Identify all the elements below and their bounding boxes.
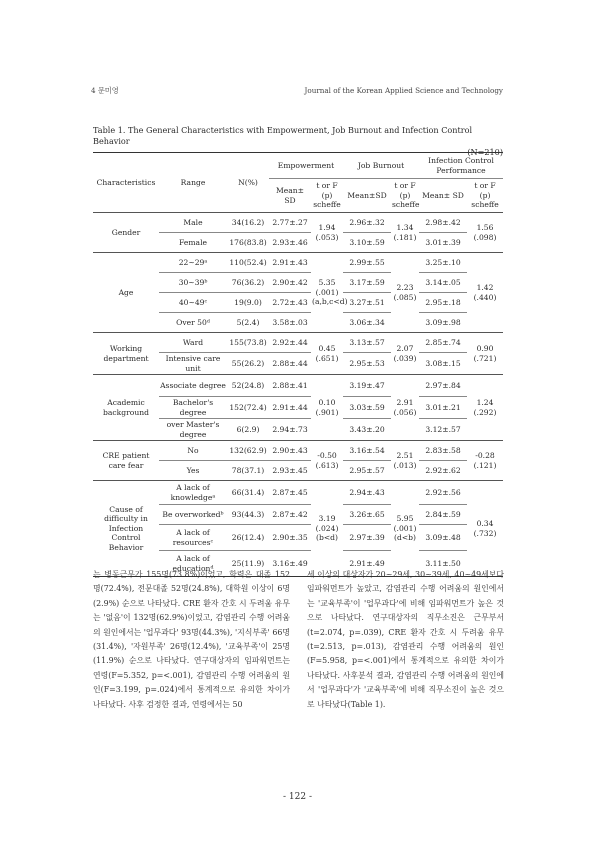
body-text-left: 는 병동근무가 155명(73.8%)이었고, 학력은 대졸 152명(72.4%), 전문대졸 52명(24.8%), 대학원 이상이 6명(2.9%) 순으로 나타났다. CRE 환자 간호 시 두려움 유무는 '없음'이 132명(62.9%)이었고, 감염관리 수행 어려움의 원인에서는 '업무과다' 93명(44.3%), '지식부족' 66명(31.4%), '자원부족' 26명(12.4%), '교육부족'이 25명(11.9%) 순으로 나타났다. 연구대상자의 임파워먼트는 연령(F=5.352, p=<.001), 감염관리 수행 어려움의 원인(F=3.199, p=.024)에서 통계적으로 유의한 차이가 나타났다. 사후 검정한 결과, 연령에서는 50 (93, 570, 290, 709)
n-cell: 19(9.0) (227, 293, 269, 313)
infection-control-mean-cell: 2.98±.42 (419, 213, 467, 233)
empowerment-stat-cell: 0.45 (.651) (311, 333, 343, 375)
n-cell: 155(73.8) (227, 333, 269, 353)
infection-control-mean-cell: 3.01±.39 (419, 233, 467, 253)
infection-control-mean-cell: 2.92±.62 (419, 461, 467, 481)
range-cell: 22~29ᵃ (159, 253, 227, 273)
job-burnout-mean-cell: 3.43±.20 (343, 419, 391, 441)
job-burnout-mean-cell: 2.91±.49 (343, 551, 391, 577)
empowerment-mean-cell: 3.16±.49 (269, 551, 311, 577)
empowerment-mean-cell: 2.92±.44 (269, 333, 311, 353)
group-name-cell: Age (93, 253, 159, 333)
n-cell: 78(37.1) (227, 461, 269, 481)
range-cell: over Master's degree (159, 419, 227, 441)
n-cell: 26(12.4) (227, 525, 269, 551)
n-cell: 76(36.2) (227, 273, 269, 293)
range-cell: Yes (159, 461, 227, 481)
empowerment-stat-cell: 0.10 (.901) (311, 375, 343, 441)
job-burnout-mean-cell: 2.99±.55 (343, 253, 391, 273)
range-cell: Bachelor's degree (159, 397, 227, 419)
infection-control-mean-cell: 3.25±.10 (419, 253, 467, 273)
table-title: Table 1. The General Characteristics with Empowerment, Job Burnout and Infection Control Behavior (93, 125, 473, 146)
n-cell: 55(26.2) (227, 353, 269, 375)
job-burnout-stat-cell: 2.07 (.039) (391, 333, 419, 375)
infection-control-mean-cell: 3.08±.15 (419, 353, 467, 375)
n-cell: 5(2.4) (227, 313, 269, 333)
infection-control-stat-cell: -0.28 (.121) (467, 441, 503, 481)
job-burnout-mean-cell: 2.94±.43 (343, 481, 391, 505)
table-row (93, 441, 503, 461)
table-row (93, 253, 503, 273)
header-empowerment: Empowerment (269, 153, 343, 179)
job-burnout-stat-cell: 1.34 (.181) (391, 213, 419, 253)
n-cell: 132(62.9) (227, 441, 269, 461)
n-cell: 176(83.8) (227, 233, 269, 253)
job-burnout-mean-cell: 3.10±.59 (343, 233, 391, 253)
empowerment-mean-cell: 2.87±.45 (269, 481, 311, 505)
job-burnout-stat-cell: 2.91 (.056) (391, 375, 419, 441)
empowerment-mean-cell: 2.90±.43 (269, 441, 311, 461)
header-job-burnout: Job Burnout (343, 153, 419, 179)
empowerment-mean-cell: 2.88±.44 (269, 353, 311, 375)
group-name-cell: Academic background (93, 375, 159, 441)
job-burnout-mean-cell: 2.96±.32 (343, 213, 391, 233)
empowerment-mean-cell: 2.93±.45 (269, 461, 311, 481)
empowerment-stat-cell: 5.35 (.001) (a,b,c<d) (311, 253, 343, 333)
infection-control-mean-cell: 2.84±.59 (419, 505, 467, 525)
job-burnout-stat-cell: 5.95 (.001) (d<b) (391, 481, 419, 577)
job-burnout-mean-cell: 3.19±.47 (343, 375, 391, 397)
range-cell: Be overworkedᵇ (159, 505, 227, 525)
empowerment-mean-cell: 2.88±.41 (269, 375, 311, 397)
infection-control-mean-cell: 2.92±.56 (419, 481, 467, 505)
infection-control-stat-cell: 1.56 (.098) (467, 213, 503, 253)
empowerment-mean-cell: 2.90±.42 (269, 273, 311, 293)
page-number: - 122 - (283, 792, 312, 802)
job-burnout-mean-cell: 3.27±.51 (343, 293, 391, 313)
infection-control-mean-cell: 2.97±.84 (419, 375, 467, 397)
range-cell: Over 50ᵈ (159, 313, 227, 333)
job-burnout-mean-cell: 3.13±.57 (343, 333, 391, 353)
range-cell: Male (159, 213, 227, 233)
infection-control-stat-cell: 0.90 (.721) (467, 333, 503, 375)
characteristics-table (93, 152, 503, 577)
header-n: N(%) (227, 153, 269, 213)
empowerment-mean-cell: 2.77±.27 (269, 213, 311, 233)
n-cell: 34(16.2) (227, 213, 269, 233)
group-name-cell: Cause of difficulty in Infection Control Behavior (93, 481, 159, 577)
job-burnout-mean-cell: 3.03±.59 (343, 397, 391, 419)
job-burnout-mean-cell: 3.16±.54 (343, 441, 391, 461)
job-burnout-stat-cell: 2.51 (.013) (391, 441, 419, 481)
group-name-cell: CRE patient care fear (93, 441, 159, 481)
infection-control-mean-cell: 2.83±.58 (419, 441, 467, 461)
group-name-cell: Working department (93, 333, 159, 375)
infection-control-stat-cell: 1.42 (.440) (467, 253, 503, 333)
header-jb-mean: Mean±SD (343, 179, 391, 213)
n-cell: 66(31.4) (227, 481, 269, 505)
header-characteristics: Characteristics (93, 153, 159, 213)
range-cell: 30~39ᵇ (159, 273, 227, 293)
infection-control-mean-cell: 3.11±.50 (419, 551, 467, 577)
empowerment-mean-cell: 2.87±.42 (269, 505, 311, 525)
n-cell: 6(2.9) (227, 419, 269, 441)
infection-control-mean-cell: 2.95±.18 (419, 293, 467, 313)
header-infection-control: Infection Control Performance (419, 153, 503, 179)
infection-control-mean-cell: 3.01±.21 (419, 397, 467, 419)
header-icp-stat: t or F (p) scheffe (467, 179, 503, 213)
range-cell: A lack of resourcesᶜ (159, 525, 227, 551)
n-cell: 52(24.8) (227, 375, 269, 397)
table-row (93, 375, 503, 397)
range-cell: Associate degree (159, 375, 227, 397)
range-cell: Ward (159, 333, 227, 353)
n-cell: 25(11.9) (227, 551, 269, 577)
n-cell: 93(44.3) (227, 505, 269, 525)
infection-control-mean-cell: 3.09±.48 (419, 525, 467, 551)
running-header-left: 4 문미영 (91, 86, 119, 95)
job-burnout-mean-cell: 3.17±.59 (343, 273, 391, 293)
infection-control-mean-cell: 3.14±.05 (419, 273, 467, 293)
infection-control-stat-cell: 1.24 (.292) (467, 375, 503, 441)
empowerment-mean-cell: 3.58±.03 (269, 313, 311, 333)
range-cell: No (159, 441, 227, 461)
infection-control-mean-cell: 3.09±.98 (419, 313, 467, 333)
n-cell: 152(72.4) (227, 397, 269, 419)
job-burnout-mean-cell: 2.97±.39 (343, 525, 391, 551)
table-row (93, 481, 503, 505)
range-cell: A lack of educationᵈ (159, 551, 227, 577)
header-range: Range (159, 153, 227, 213)
empowerment-stat-cell: -0.50 (.613) (311, 441, 343, 481)
range-cell: 40~49ᶜ (159, 293, 227, 313)
empowerment-stat-cell: 1.94 (.053) (311, 213, 343, 253)
empowerment-mean-cell: 2.91±.43 (269, 253, 311, 273)
job-burnout-mean-cell: 2.95±.57 (343, 461, 391, 481)
job-burnout-mean-cell: 2.95±.53 (343, 353, 391, 375)
infection-control-stat-cell: 0.34 (.732) (467, 481, 503, 577)
empowerment-mean-cell: 2.91±.44 (269, 397, 311, 419)
range-cell: Intensive care unit (159, 353, 227, 375)
table-n-note: (N=210) (467, 147, 503, 157)
header-emp-stat: t or F (p) scheffe (311, 179, 343, 213)
infection-control-mean-cell: 2.85±.74 (419, 333, 467, 353)
infection-control-mean-cell: 3.12±.57 (419, 419, 467, 441)
empowerment-mean-cell: 2.94±.73 (269, 419, 311, 441)
header-emp-mean: Mean± SD (269, 179, 311, 213)
table-row (93, 333, 503, 353)
job-burnout-mean-cell: 3.06±.34 (343, 313, 391, 333)
job-burnout-mean-cell: 3.26±.65 (343, 505, 391, 525)
group-name-cell: Gender (93, 213, 159, 253)
body-text-right: 세 이상의 대상자가 20~29세, 30~39세, 40~49세보다 임파워먼트가 높았고, 감염관리 수행 어려움의 원인에서는 '교육부족'이 '업무과다'에 비해 임파워먼트가 높은 것으로 나타났다. 연구대상자의 직무소진은 근무부서(t=2.074, p=.039), CRE 환자 간호 시 두려움 유무(t=2.513, p=.013), 감염관리 수행 어려움의 원인(F=5.958, p=<.001)에서 통계적으로 유의한 차이가 나타났다. 사후분석 결과, 감염관리 수행 어려움의 원인에서 '업무과다'가 '교육부족'에 비해 직무소진이 높은 것으로 나타났다(Table 1). (307, 570, 504, 709)
header-icp-mean: Mean± SD (419, 179, 467, 213)
job-burnout-stat-cell: 2.23 (.085) (391, 253, 419, 333)
table-row (93, 213, 503, 233)
empowerment-stat-cell: 3.19 (.024) (b<d) (311, 481, 343, 577)
running-header-right: Journal of the Korean Applied Science and Technology (304, 86, 503, 95)
empowerment-mean-cell: 2.93±.46 (269, 233, 311, 253)
range-cell: Female (159, 233, 227, 253)
n-cell: 110(52.4) (227, 253, 269, 273)
empowerment-mean-cell: 2.72±.43 (269, 293, 311, 313)
empowerment-mean-cell: 2.90±.35 (269, 525, 311, 551)
header-jb-stat: t or F (p) scheffe (391, 179, 419, 213)
range-cell: A lack of knowledgeᵃ (159, 481, 227, 505)
